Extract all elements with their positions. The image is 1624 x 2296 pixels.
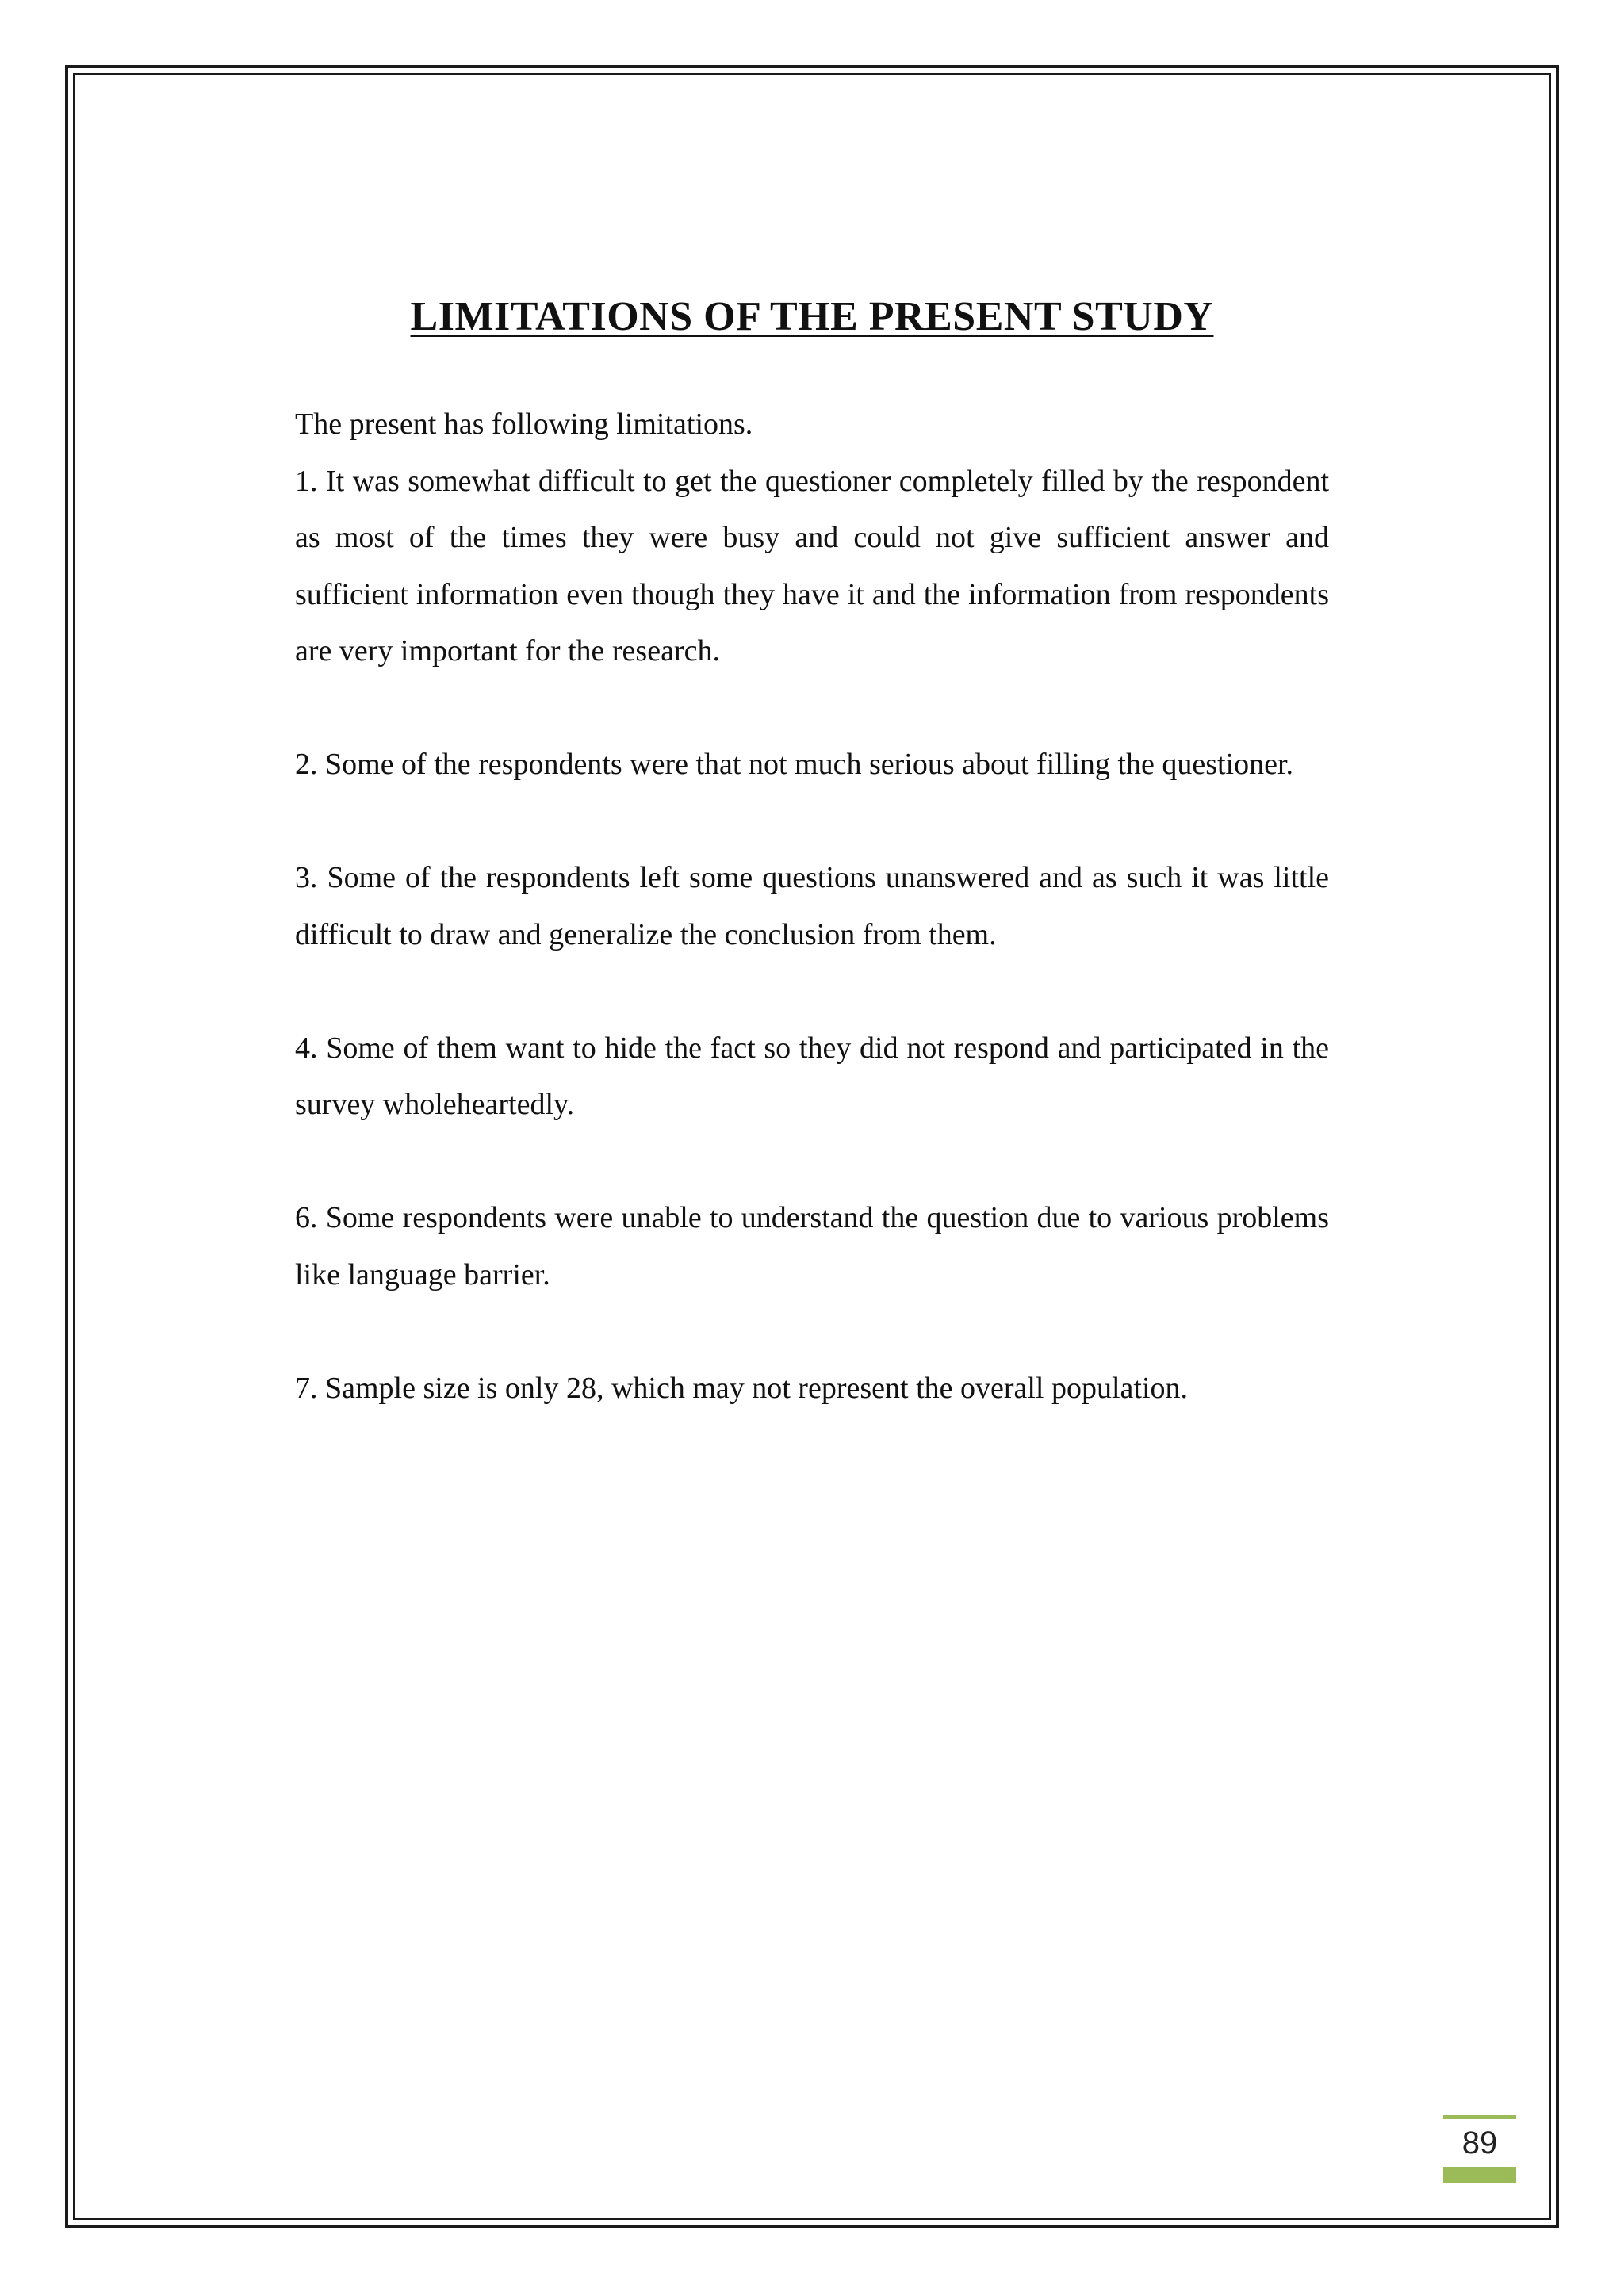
limitation-item-4: 4. Some of them want to hide the fact so they did not respond and participated in the survey wholeheartedly.	[295, 1031, 1329, 1121]
intro-paragraph: The present has following limitations.	[295, 408, 753, 441]
limitation-item-3: 3. Some of the respondents left some questions unanswered and as such it was little difficult to draw and generalize the conclusion from them.	[295, 861, 1329, 951]
limitation-item-2: 2. Some of the respondents were that not much serious about filling the questioner.	[295, 748, 1294, 781]
document-body	[295, 396, 1329, 1417]
limitation-item-1: 1. It was somewhat difficult to get the questioner completely filled by the respondent as most of the times they were busy and could not give sufficient answer and sufficient information even though they have it and the information from respondents are very important for the research.	[295, 464, 1329, 668]
page-number: 89	[1461, 2126, 1498, 2160]
page-title: LIMITATIONS OF THE PRESENT STUDY	[410, 294, 1214, 339]
page-number-box	[1443, 2115, 1516, 2183]
page-number-bottom-bar	[1443, 2167, 1516, 2183]
limitation-item-7: 7. Sample size is only 28, which may not represent the overall population.	[295, 1371, 1189, 1405]
limitation-item-6: 6. Some respondents were unable to understand the question due to various problems like language barrier.	[295, 1201, 1329, 1292]
